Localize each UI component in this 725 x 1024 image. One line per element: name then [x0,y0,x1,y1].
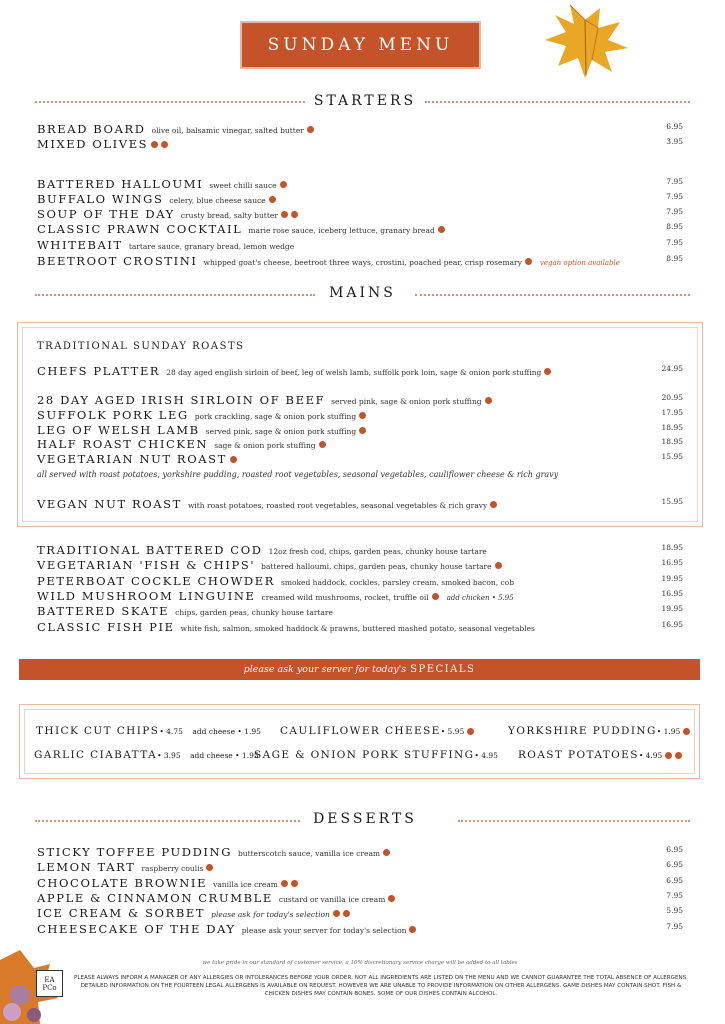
divider [35,294,315,296]
menu-item: BATTERED SKATE chips, garden peas, chunky house tartare 19.95 [37,604,683,618]
allergen-icon [206,864,213,871]
divider [458,820,690,822]
menu-item: 28 DAY AGED IRISH SIRLOIN OF BEEF served pink, sage & onion pork stuffing 20.95 [37,393,683,407]
side-item: THICK CUT CHIPS• 4.75 add cheese • 1.95 [36,725,261,737]
brand-logo: EA PCo [36,970,63,997]
menu-item: VEGAN NUT ROAST with roast potatoes, roasted root vegetables, seasonal vegetables & rich gravy 15.95 [37,497,683,511]
allergen-icon [495,562,502,569]
divider [35,101,305,103]
allergen-icon [383,849,390,856]
allergen-icon [291,211,298,218]
allergen-icon [683,728,690,735]
menu-item: BATTERED HALLOUMI sweet chilli sauce 7.95 [37,177,683,191]
desserts-heading: DESSERTS [313,811,417,827]
mains-heading: MAINS [329,285,396,301]
side-item: SAGE & ONION PORK STUFFING• 4.95 [254,749,498,761]
allergen-icon [230,456,237,463]
menu-item: APPLE & CINNAMON CRUMBLE custard or vanilla ice cream 7.95 [37,891,683,905]
allergen-icon [333,910,340,917]
allergen-icon [467,728,474,735]
autumn-leaf-icon [540,0,635,80]
divider [425,101,690,103]
specials-banner: please ask your server for today's SPECIALS [19,659,700,680]
menu-item: LEMON TART raspberry coulis 6.95 [37,860,683,874]
roasts-heading: TRADITIONAL SUNDAY ROASTS [37,341,245,352]
allergen-icon [343,910,350,917]
allergen-icon [485,397,492,404]
allergen-icon [675,752,682,759]
allergen-icon [281,880,288,887]
allergen-icon [307,126,314,133]
roasts-note: all served with roast potatoes, yorkshire pudding, roasted root vegetables, seasonal vegetables, cauliflower cheese & rich gravy [37,470,559,479]
menu-item: MIXED OLIVES 3.95 [37,137,683,151]
allergen-icon [161,141,168,148]
allergen-icon [151,141,158,148]
allergen-icon [359,412,366,419]
menu-item: HALF ROAST CHICKEN sage & onion pork stuffing 18.95 [37,437,683,451]
menu-item: ICE CREAM & SORBET please ask for today's selection 5.95 [37,906,683,920]
allergen-icon [388,895,395,902]
menu-item: CHEFS PLATTER 28 day aged english sirloin of beef, leg of welsh lamb, suffolk pork loin, sage & onion pork stuffing 24.95 [37,364,683,378]
allergen-icon [544,368,551,375]
menu-title: SUNDAY MENU [240,21,481,69]
menu-item: SOUP OF THE DAY crusty bread, salty butter 7.95 [37,207,683,221]
allergen-icon [280,181,287,188]
side-item: ROAST POTATOES• 4.95 [518,749,682,761]
allergen-icon [359,427,366,434]
divider [415,294,690,296]
menu-item: BUFFALO WINGS celery, blue cheese sauce 7.95 [37,192,683,206]
menu-item: BREAD BOARD olive oil, balsamic vinegar, salted butter 6.95 [37,122,683,136]
allergen-icon [319,441,326,448]
side-item: GARLIC CIABATTA• 3.95 add cheese • 1.95 [34,749,259,761]
divider [35,820,300,822]
allergen-icon [525,258,532,265]
menu-item: VEGETARIAN NUT ROAST 15.95 [37,452,683,466]
menu-item: CHOCOLATE BROWNIE vanilla ice cream 6.95 [37,876,683,890]
allergen-icon [665,752,672,759]
allergen-icon [438,226,445,233]
menu-item: LEG OF WELSH LAMB served pink, sage & onion pork stuffing 18.95 [37,423,683,437]
sides-inner-box [24,709,695,774]
menu-item: TRADITIONAL BATTERED COD 12oz fresh cod, chips, garden peas, chunky house tartare 18.95 [37,543,683,557]
allergen-icon [490,501,497,508]
menu-item: STICKY TOFFEE PUDDING butterscotch sauce, vanilla ice cream 6.95 [37,845,683,859]
starters-heading: STARTERS [313,93,417,109]
allergy-notice: PLEASE ALWAYS INFORM A MANAGER OF ANY ALLERGIES OR INTOLERANCES BEFORE YOUR ORDER. NOT ALL INGREDIENTS ARE LISTED ON THE MENU AND WE CANNOT GUARANTEE THE TOTAL ABSENCE OF ALLERGENS. DETAILED INFORMATION ON THE FOURTEEN LEGAL ALLERGENS IS AVAILABLE ON REQUEST. HOWEVER WE ARE UNABLE TO PROVIDE INFORMATION ON OTHER ALLERGENS. GAME DISHES MAY CONTAIN SHOT. FISH & CHICKEN DISHES MAY CONTAIN BONES. SOME OF OUR DISHES CONTAIN ALCOHOL. [73,975,689,997]
menu-item: CLASSIC PRAWN COCKTAIL marie rose sauce, iceberg lettuce, granary bread 8.95 [37,222,683,236]
menu-item: CHEESECAKE OF THE DAY please ask your server for today's selection 7.95 [37,922,683,936]
allergen-icon [269,196,276,203]
allergen-icon [409,926,416,933]
side-item: YORKSHIRE PUDDING• 1.95 [508,725,690,737]
allergen-icon [432,593,439,600]
side-item: CAULIFLOWER CHEESE• 5.95 [280,725,474,737]
allergen-icon [281,211,288,218]
menu-item: PETERBOAT COCKLE CHOWDER smoked haddock, cockles, parsley cream, smoked bacon, cob 19.95 [37,574,683,588]
menu-item: BEETROOT CROSTINI whipped goat's cheese, beetroot three ways, crostini, poached pear, crisp rosemary vegan option available 8.95 [37,254,683,268]
menu-item: CLASSIC FISH PIE white fish, salmon, smoked haddock & prawns, buttered mashed potato, seasonal vegetables 16.95 [37,620,683,634]
allergen-icon [291,880,298,887]
menu-item: WILD MUSHROOM LINGUINE creamed wild mushrooms, rocket, truffle oil add chicken • 5.95 16.95 [37,589,683,603]
menu-item: WHITEBAIT tartare sauce, granary bread, lemon wedge 7.95 [37,238,683,252]
menu-item: VEGETARIAN 'FISH & CHIPS' battered halloumi, chips, garden peas, chunky house tartare 16.95 [37,558,683,572]
service-note: we take pride in our standard of customer service. a 10% discretionary service charge will be added to all tables [202,960,518,966]
menu-item: SUFFOLK PORK LEG pork crackling, sage & onion pork stuffing 17.95 [37,408,683,422]
